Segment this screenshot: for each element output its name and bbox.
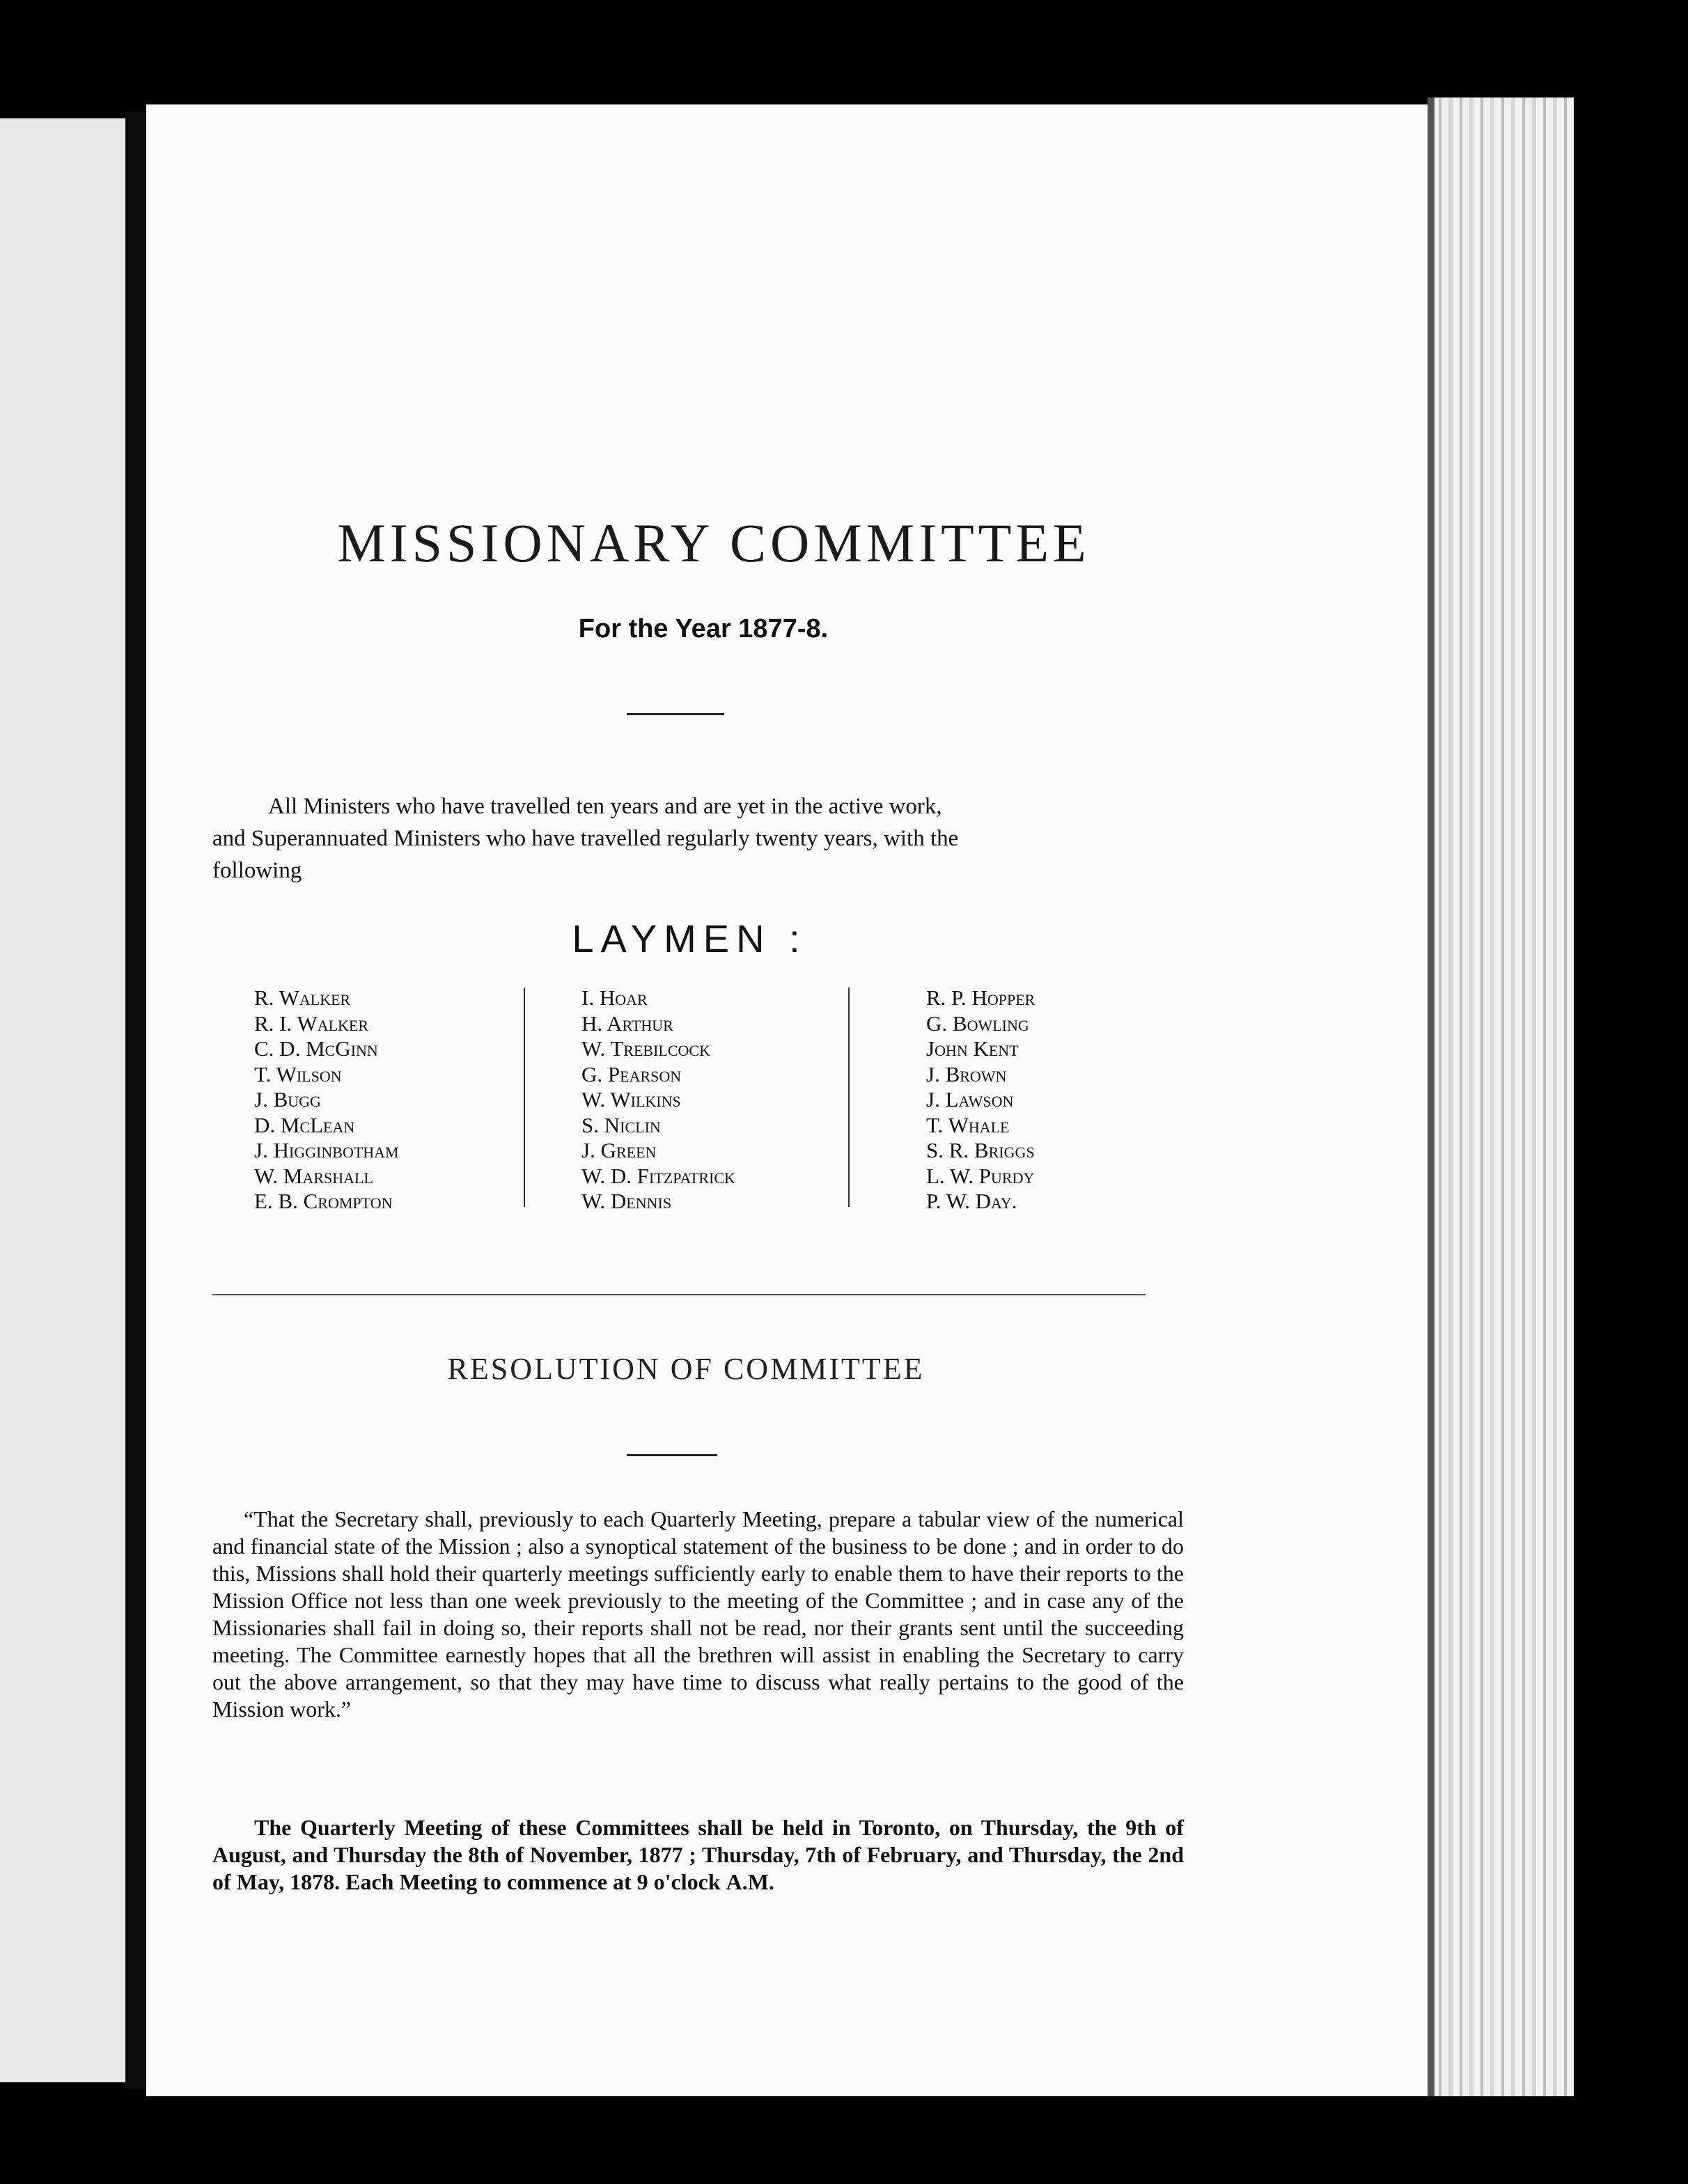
meeting-text-body: The Quarterly Meeting of these Committees shall be held in Toronto, on Thursday, the 9th of August, and Thursday the 8th of November, 1877 ; Thursday, 7th of February, and Thursday, the 2nd of May, 1878. Each Meeting to commence at 9 o'clock	[212, 1815, 1184, 1894]
layman-name: J. Green	[581, 1138, 657, 1162]
meeting-text	[212, 1814, 1184, 1896]
layman-name: W. D. Fitzpatrick	[581, 1163, 735, 1188]
layman-name: T. Wilson	[254, 1061, 342, 1086]
layman-name: J. Brown	[926, 1061, 1007, 1086]
layman-name: R. Walker	[254, 985, 351, 1010]
layman-name: S. R. Briggs	[926, 1138, 1035, 1162]
meeting-paragraph	[212, 1814, 1184, 1896]
layman-name: G. Pearson	[581, 1061, 682, 1086]
layman-name: P. W. Day.	[926, 1189, 1017, 1213]
intro-paragraph	[212, 790, 1180, 887]
intro-line-1: All Ministers who have travelled ten years and are yet in the active work,	[268, 794, 942, 819]
book-spine	[125, 111, 148, 2089]
column-divider	[524, 988, 525, 1207]
layman-name: I. Hoar	[581, 985, 648, 1010]
facing-page-edge	[0, 118, 132, 2082]
laymen-heading: LAYMEN :	[572, 916, 807, 960]
layman-name: S. Niclin	[581, 1112, 661, 1137]
intro-line-2: and Superannuated Ministers who have travelled regularly twenty years, with the	[212, 826, 959, 851]
layman-name: G. Bowling	[926, 1011, 1029, 1036]
layman-name: E. B. Crompton	[254, 1189, 393, 1213]
intro-line-3: following	[212, 858, 302, 883]
layman-name: W. Marshall	[254, 1163, 373, 1188]
layman-name: R. P. Hopper	[926, 985, 1036, 1010]
layman-name: W. Dennis	[581, 1189, 672, 1213]
meeting-time-suffix: A.M.	[726, 1869, 774, 1894]
document-page	[146, 104, 1428, 2096]
page-subtitle: For the Year 1877-8.	[578, 614, 829, 644]
resolution-paragraph	[212, 1506, 1184, 1723]
layman-name: H. Arthur	[581, 1011, 673, 1036]
layman-name: R. I. Walker	[254, 1011, 369, 1036]
resolution-text: “That the Secretary shall, previously to each Quarterly Meeting, prepare a tabular view of the numerical and financial state of the Mission ; also a synoptical statement of the business to be done ; and in order to do this, Missions shall hold their quarterly meetings sufficiently early to enable them to have their reports to the Mission Office not less than one week previously to the meeting of the Committee ; and in case any of the Missionaries shall fail in doing so, their reports shall not be read, nor their grants sent until the succeeding meeting. The Committee earnestly hopes that all the brethren will assist in enabling the Secretary to carry out the above arrangement, so that they may have time to discuss what really pertains to the good of the Mission work.”	[212, 1506, 1184, 1722]
laymen-column-1	[254, 985, 399, 1215]
layman-name: L. W. Purdy	[926, 1163, 1035, 1188]
column-divider	[848, 988, 850, 1207]
layman-name: W. Trebilcock	[581, 1036, 710, 1061]
layman-name: T. Whale	[926, 1112, 1010, 1137]
title-divider	[627, 713, 724, 715]
laymen-column-2	[581, 985, 735, 1215]
page-title: MISSIONARY COMMITTEE	[337, 513, 1091, 573]
section-divider	[212, 1294, 1146, 1295]
page-edge-shadow	[1428, 98, 1435, 2096]
resolution-heading: RESOLUTION OF COMMITTEE	[447, 1352, 925, 1386]
layman-name: J. Bugg	[254, 1087, 321, 1112]
layman-name: C. D. McGinn	[254, 1036, 378, 1061]
resolution-divider	[627, 1454, 717, 1456]
laymen-column-3	[926, 985, 1035, 1215]
page-stack-edge	[1428, 98, 1574, 2096]
layman-name: J. Lawson	[926, 1087, 1014, 1112]
layman-name: D. McLean	[254, 1112, 355, 1137]
layman-name: John Kent	[926, 1036, 1019, 1061]
layman-name: W. Wilkins	[581, 1087, 681, 1112]
layman-name: J. Higginbotham	[254, 1138, 399, 1162]
